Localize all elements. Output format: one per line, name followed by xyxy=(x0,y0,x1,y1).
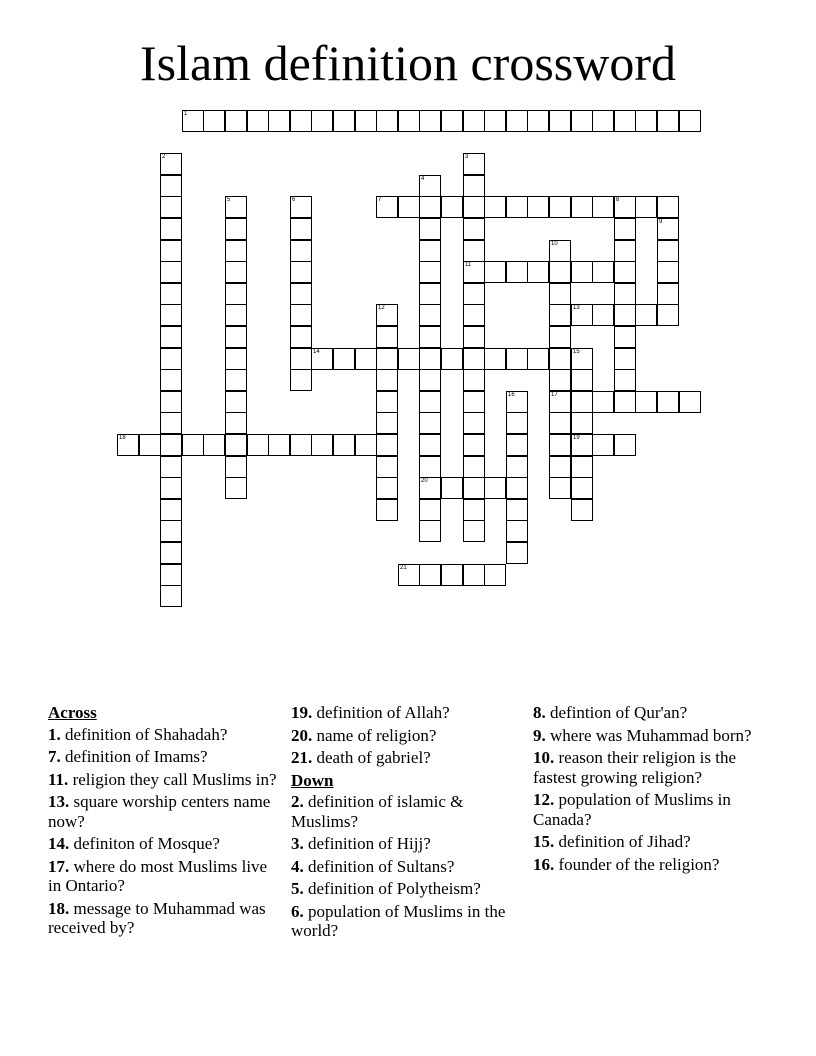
grid-cell[interactable] xyxy=(376,304,398,326)
grid-cell[interactable] xyxy=(376,456,398,478)
clue-number: 14. xyxy=(48,834,70,853)
grid-cell[interactable] xyxy=(463,304,485,326)
grid-cell[interactable] xyxy=(614,391,636,413)
clue-text: defintion of Qur'an? xyxy=(550,703,688,722)
grid-cell[interactable] xyxy=(160,564,182,586)
grid-cell[interactable] xyxy=(225,110,247,132)
grid-cell[interactable] xyxy=(225,477,247,499)
clue-text: founder of the religion? xyxy=(558,854,720,874)
grid-cell[interactable] xyxy=(225,369,247,391)
grid-cell[interactable] xyxy=(592,261,614,283)
grid-cell[interactable] xyxy=(247,110,269,132)
grid-cell[interactable] xyxy=(484,564,506,586)
grid-cell[interactable] xyxy=(549,348,571,370)
grid-cell[interactable] xyxy=(225,304,247,326)
grid-cell[interactable] xyxy=(290,261,312,283)
clue-text: message to Muhammad was received by? xyxy=(48,898,266,937)
grid-cell[interactable] xyxy=(549,326,571,348)
grid-cell[interactable] xyxy=(549,283,571,305)
grid-cell[interactable] xyxy=(506,477,528,499)
grid-cell[interactable] xyxy=(225,218,247,240)
clue-text: population of Muslims in Canada? xyxy=(533,790,731,829)
clue-number-label: 20 xyxy=(421,478,428,484)
grid-cell[interactable] xyxy=(398,196,420,218)
grid-cell[interactable] xyxy=(333,348,355,370)
grid-cell[interactable] xyxy=(463,456,485,478)
clue-number: 10. xyxy=(533,748,555,767)
clue-number-label: 1 xyxy=(184,111,188,117)
clue-number: 7. xyxy=(48,747,61,766)
clue-text: where do most Muslims live in Ontario? xyxy=(48,856,268,895)
grid-cell[interactable] xyxy=(376,499,398,521)
grid-cell[interactable] xyxy=(506,110,528,132)
grid-cell[interactable] xyxy=(225,412,247,434)
grid-cell[interactable] xyxy=(376,196,398,218)
grid-cell[interactable] xyxy=(463,240,485,262)
clue-number: 3. xyxy=(291,834,304,853)
clue-text: definition of Imams? xyxy=(65,747,208,766)
clue-text: where was Muhammad born? xyxy=(550,725,752,745)
grid-cell[interactable] xyxy=(657,196,679,218)
clues-column-3 xyxy=(533,703,765,877)
grid-cell[interactable] xyxy=(614,304,636,326)
grid-cell[interactable] xyxy=(506,391,528,413)
clue-number-label: 12 xyxy=(378,305,385,311)
clue-number-label: 2 xyxy=(162,154,166,160)
page-title: Islam definition crossword xyxy=(139,35,676,91)
grid-cell[interactable] xyxy=(549,434,571,456)
grid-cell[interactable] xyxy=(376,369,398,391)
clue-text: definition of islamic & Muslims? xyxy=(291,792,464,831)
clue-text: square worship centers name now? xyxy=(48,792,271,831)
grid-cell[interactable] xyxy=(160,326,182,348)
grid-cell[interactable] xyxy=(290,348,312,370)
clue-text: definition of Jihad? xyxy=(558,832,691,851)
grid-cell[interactable] xyxy=(549,456,571,478)
grid-cell[interactable] xyxy=(592,391,614,413)
grid-cell[interactable] xyxy=(592,434,614,456)
grid-cell[interactable] xyxy=(160,196,182,218)
clue-number: 5. xyxy=(291,879,304,898)
grid-cell[interactable] xyxy=(290,240,312,262)
grid-cell[interactable] xyxy=(419,196,441,218)
grid-cell[interactable] xyxy=(571,477,593,499)
grid-cell[interactable] xyxy=(549,477,571,499)
grid-cell[interactable] xyxy=(592,110,614,132)
grid-cell[interactable] xyxy=(527,348,549,370)
grid-cell[interactable] xyxy=(376,477,398,499)
grid-cell[interactable] xyxy=(657,261,679,283)
grid-cell[interactable] xyxy=(463,283,485,305)
grid-cell[interactable] xyxy=(506,196,528,218)
grid-cell[interactable] xyxy=(398,110,420,132)
grid-cell[interactable] xyxy=(463,520,485,542)
clue-down-6 xyxy=(291,902,523,941)
grid-cell[interactable] xyxy=(657,304,679,326)
grid-cell[interactable] xyxy=(571,348,593,370)
clue-number: 15. xyxy=(533,832,555,851)
grid-cell[interactable] xyxy=(160,391,182,413)
grid-cell[interactable] xyxy=(614,369,636,391)
grid-cell[interactable] xyxy=(571,369,593,391)
grid-cell[interactable] xyxy=(160,369,182,391)
grid-cell[interactable] xyxy=(463,326,485,348)
clue-number: 17. xyxy=(48,856,70,876)
grid-cell[interactable] xyxy=(419,304,441,326)
grid-cell[interactable] xyxy=(355,434,377,456)
grid-cell[interactable] xyxy=(225,196,247,218)
grid-cell[interactable] xyxy=(463,369,485,391)
grid-cell[interactable] xyxy=(614,261,636,283)
grid-cell[interactable] xyxy=(484,196,506,218)
grid-cell[interactable] xyxy=(614,283,636,305)
clue-number-label: 19 xyxy=(573,435,580,441)
grid-cell[interactable] xyxy=(419,240,441,262)
grid-cell[interactable] xyxy=(463,175,485,197)
grid-cell[interactable] xyxy=(506,261,528,283)
clue-down-3 xyxy=(291,834,523,854)
grid-cell[interactable] xyxy=(398,348,420,370)
grid-cell[interactable] xyxy=(506,434,528,456)
grid-cell[interactable] xyxy=(419,175,441,197)
clue-text: death of gabriel? xyxy=(316,748,431,767)
grid-cell[interactable] xyxy=(225,283,247,305)
grid-cell[interactable] xyxy=(160,477,182,499)
grid-cell[interactable] xyxy=(160,520,182,542)
grid-cell[interactable] xyxy=(463,110,485,132)
grid-cell[interactable] xyxy=(614,240,636,262)
grid-cell[interactable] xyxy=(419,261,441,283)
grid-cell[interactable] xyxy=(441,564,463,586)
grid-cell[interactable] xyxy=(506,499,528,521)
grid-cell[interactable] xyxy=(549,369,571,391)
grid-cell[interactable] xyxy=(463,196,485,218)
clue-across-21 xyxy=(291,748,523,768)
grid-cell[interactable] xyxy=(268,110,290,132)
clue-down-2 xyxy=(291,792,523,831)
grid-cell[interactable] xyxy=(160,499,182,521)
grid-cell[interactable] xyxy=(635,110,657,132)
grid-cell[interactable] xyxy=(657,240,679,262)
grid-cell[interactable] xyxy=(463,499,485,521)
clue-across-17 xyxy=(48,857,280,896)
clue-number: 6. xyxy=(291,901,304,921)
clue-number-label: 11 xyxy=(465,262,472,268)
grid-cell[interactable] xyxy=(614,218,636,240)
grid-cell[interactable] xyxy=(268,434,290,456)
clue-number: 13. xyxy=(48,792,70,811)
clue-text: definition of Allah? xyxy=(316,703,450,722)
grid-cell[interactable] xyxy=(441,477,463,499)
grid-cell[interactable] xyxy=(571,261,593,283)
clue-down-12 xyxy=(533,790,765,829)
grid-cell[interactable] xyxy=(160,348,182,370)
clue-number-label: 15 xyxy=(573,349,580,355)
grid-cell[interactable] xyxy=(355,110,377,132)
grid-cell[interactable] xyxy=(463,261,485,283)
grid-cell[interactable] xyxy=(571,499,593,521)
clue-number: 18. xyxy=(48,898,70,918)
clue-number-label: 16 xyxy=(508,392,515,398)
grid-cell[interactable] xyxy=(160,153,182,175)
grid-cell[interactable] xyxy=(549,110,571,132)
grid-cell[interactable] xyxy=(376,110,398,132)
clue-text: definition of Shahadah? xyxy=(65,724,228,744)
grid-cell[interactable] xyxy=(614,326,636,348)
clue-number: 1. xyxy=(48,724,61,744)
grid-cell[interactable] xyxy=(160,175,182,197)
grid-cell[interactable] xyxy=(398,564,420,586)
grid-cell[interactable] xyxy=(419,369,441,391)
grid-cell[interactable] xyxy=(549,261,571,283)
down-heading: Down xyxy=(291,770,334,790)
grid-cell[interactable] xyxy=(419,326,441,348)
grid-cell[interactable] xyxy=(225,456,247,478)
grid-cell[interactable] xyxy=(419,477,441,499)
clue-across-18 xyxy=(48,899,280,938)
grid-cell[interactable] xyxy=(441,348,463,370)
clue-down-4 xyxy=(291,857,523,877)
grid-cell[interactable] xyxy=(463,153,485,175)
grid-cell[interactable] xyxy=(571,412,593,434)
grid-cell[interactable] xyxy=(160,240,182,262)
clue-number-label: 8 xyxy=(616,197,620,203)
grid-cell[interactable] xyxy=(635,304,657,326)
grid-cell[interactable] xyxy=(463,477,485,499)
grid-cell[interactable] xyxy=(117,434,139,456)
grid-cell[interactable] xyxy=(527,110,549,132)
grid-cell[interactable] xyxy=(203,110,225,132)
clue-number-label: 9 xyxy=(659,219,663,225)
grid-cell[interactable] xyxy=(290,218,312,240)
grid-cell[interactable] xyxy=(355,348,377,370)
grid-cell[interactable] xyxy=(614,196,636,218)
clue-number: 21. xyxy=(291,748,313,767)
clue-number: 16. xyxy=(533,854,555,874)
clue-text: reason their religion is the fastest growing religion? xyxy=(533,748,737,787)
grid-cell[interactable] xyxy=(657,391,679,413)
grid-cell[interactable] xyxy=(592,196,614,218)
grid-cell[interactable] xyxy=(463,434,485,456)
grid-cell[interactable] xyxy=(290,196,312,218)
clues-column-1 xyxy=(48,703,280,941)
grid-cell[interactable] xyxy=(376,434,398,456)
clue-across-7 xyxy=(48,747,280,767)
grid-cell[interactable] xyxy=(614,348,636,370)
grid-cell[interactable] xyxy=(506,348,528,370)
grid-cell[interactable] xyxy=(571,434,593,456)
grid-cell[interactable] xyxy=(419,499,441,521)
clue-number-label: 17 xyxy=(551,392,558,398)
clue-text: religion they call Muslims in? xyxy=(72,769,277,789)
clue-number-label: 10 xyxy=(551,241,558,247)
clue-text: definiton of Mosque? xyxy=(73,834,220,853)
clue-down-9 xyxy=(533,726,765,746)
grid-cell[interactable] xyxy=(679,391,701,413)
grid-cell[interactable] xyxy=(160,283,182,305)
clue-number: 20. xyxy=(291,725,313,745)
grid-cell[interactable] xyxy=(419,110,441,132)
grid-cell[interactable] xyxy=(419,434,441,456)
grid-cell[interactable] xyxy=(463,218,485,240)
grid-cell[interactable] xyxy=(527,196,549,218)
grid-cell[interactable] xyxy=(463,391,485,413)
grid-cell[interactable] xyxy=(419,456,441,478)
grid-cell[interactable] xyxy=(290,283,312,305)
grid-cell[interactable] xyxy=(635,196,657,218)
clues-column-2 xyxy=(291,703,523,944)
grid-cell[interactable] xyxy=(657,283,679,305)
grid-cell[interactable] xyxy=(527,261,549,283)
clue-number-label: 4 xyxy=(421,176,425,182)
clue-number: 2. xyxy=(291,792,304,811)
clue-number-label: 3 xyxy=(465,154,469,160)
clue-down-8 xyxy=(533,703,765,723)
grid-cell[interactable] xyxy=(419,564,441,586)
grid-cell[interactable] xyxy=(657,110,679,132)
clue-number: 12. xyxy=(533,790,555,809)
grid-cell[interactable] xyxy=(463,564,485,586)
grid-cell[interactable] xyxy=(290,326,312,348)
grid-cell[interactable] xyxy=(160,304,182,326)
clue-across-13 xyxy=(48,792,280,831)
grid-cell[interactable] xyxy=(614,110,636,132)
grid-cell[interactable] xyxy=(160,412,182,434)
grid-cell[interactable] xyxy=(419,218,441,240)
grid-cell[interactable] xyxy=(549,304,571,326)
grid-cell[interactable] xyxy=(506,542,528,564)
grid-cell[interactable] xyxy=(160,218,182,240)
grid-cell[interactable] xyxy=(419,348,441,370)
grid-cell[interactable] xyxy=(203,434,225,456)
grid-cell[interactable] xyxy=(160,261,182,283)
grid-cell[interactable] xyxy=(419,283,441,305)
grid-cell[interactable] xyxy=(311,434,333,456)
clue-number: 9. xyxy=(533,725,546,745)
grid-cell[interactable] xyxy=(225,391,247,413)
clue-number: 11. xyxy=(48,769,69,789)
clue-number-label: 14 xyxy=(313,349,320,355)
across-heading: Across xyxy=(48,703,97,722)
grid-cell[interactable] xyxy=(182,434,204,456)
clue-text: population of Muslims in the world? xyxy=(291,901,506,940)
grid-cell[interactable] xyxy=(484,261,506,283)
grid-cell[interactable] xyxy=(571,196,593,218)
grid-cell[interactable] xyxy=(225,261,247,283)
grid-cell[interactable] xyxy=(549,391,571,413)
clue-text: definition of Polytheism? xyxy=(308,879,481,898)
grid-cell[interactable] xyxy=(484,477,506,499)
grid-cell[interactable] xyxy=(160,542,182,564)
grid-cell[interactable] xyxy=(376,412,398,434)
grid-cell[interactable] xyxy=(376,348,398,370)
clue-text: definition of Sultans? xyxy=(308,856,455,876)
grid-cell[interactable] xyxy=(333,110,355,132)
grid-cell[interactable] xyxy=(290,434,312,456)
grid-cell[interactable] xyxy=(441,110,463,132)
grid-cell[interactable] xyxy=(333,434,355,456)
grid-cell[interactable] xyxy=(506,412,528,434)
clue-number: 19. xyxy=(291,703,313,722)
grid-cell[interactable] xyxy=(139,434,161,456)
clue-number: 4. xyxy=(291,856,304,876)
grid-cell[interactable] xyxy=(160,456,182,478)
grid-cell[interactable] xyxy=(571,304,593,326)
grid-cell[interactable] xyxy=(182,110,204,132)
grid-cell[interactable] xyxy=(247,434,269,456)
grid-cell[interactable] xyxy=(484,348,506,370)
grid-cell[interactable] xyxy=(635,391,657,413)
clue-number-label: 6 xyxy=(292,197,296,203)
clue-text: definition of Hijj? xyxy=(308,834,431,853)
grid-cell[interactable] xyxy=(506,456,528,478)
grid-cell[interactable] xyxy=(160,585,182,607)
clue-across-20 xyxy=(291,726,523,746)
clue-across-19 xyxy=(291,703,523,723)
grid-cell[interactable] xyxy=(571,110,593,132)
clue-across-11 xyxy=(48,770,280,790)
grid-cell[interactable] xyxy=(571,391,593,413)
grid-cell[interactable] xyxy=(592,304,614,326)
clue-text: name of religion? xyxy=(316,725,437,745)
clue-down-15 xyxy=(533,832,765,852)
clue-across-14 xyxy=(48,834,280,854)
grid-cell[interactable] xyxy=(463,412,485,434)
grid-cell[interactable] xyxy=(549,196,571,218)
grid-cell[interactable] xyxy=(290,110,312,132)
grid-cell[interactable] xyxy=(419,412,441,434)
grid-cell[interactable] xyxy=(549,412,571,434)
grid-cell[interactable] xyxy=(311,348,333,370)
grid-cell[interactable] xyxy=(506,520,528,542)
grid-cell[interactable] xyxy=(614,434,636,456)
grid-cell[interactable] xyxy=(376,326,398,348)
clue-across-1 xyxy=(48,725,280,745)
grid-cell[interactable] xyxy=(419,391,441,413)
clue-number-label: 18 xyxy=(119,435,126,441)
grid-cell[interactable] xyxy=(160,434,182,456)
clue-down-5 xyxy=(291,879,523,899)
grid-cell[interactable] xyxy=(463,348,485,370)
grid-cell[interactable] xyxy=(679,110,701,132)
grid-cell[interactable] xyxy=(225,240,247,262)
grid-cell[interactable] xyxy=(290,304,312,326)
grid-cell[interactable] xyxy=(571,456,593,478)
grid-cell[interactable] xyxy=(441,196,463,218)
clues-section xyxy=(0,703,816,1003)
clue-down-10 xyxy=(533,748,765,787)
clue-down-16 xyxy=(533,855,765,875)
grid-cell[interactable] xyxy=(484,110,506,132)
clue-number-label: 21 xyxy=(400,565,407,571)
grid-cell[interactable] xyxy=(549,240,571,262)
clue-number: 8. xyxy=(533,703,546,722)
grid-cell[interactable] xyxy=(225,434,247,456)
grid-cell[interactable] xyxy=(290,369,312,391)
grid-cell[interactable] xyxy=(376,391,398,413)
grid-cell[interactable] xyxy=(225,326,247,348)
clue-number-label: 13 xyxy=(573,305,580,311)
grid-cell[interactable] xyxy=(657,218,679,240)
clue-number-label: 7 xyxy=(378,197,382,203)
grid-cell[interactable] xyxy=(311,110,333,132)
clue-number-label: 5 xyxy=(227,197,231,203)
grid-cell[interactable] xyxy=(419,520,441,542)
grid-cell[interactable] xyxy=(225,348,247,370)
